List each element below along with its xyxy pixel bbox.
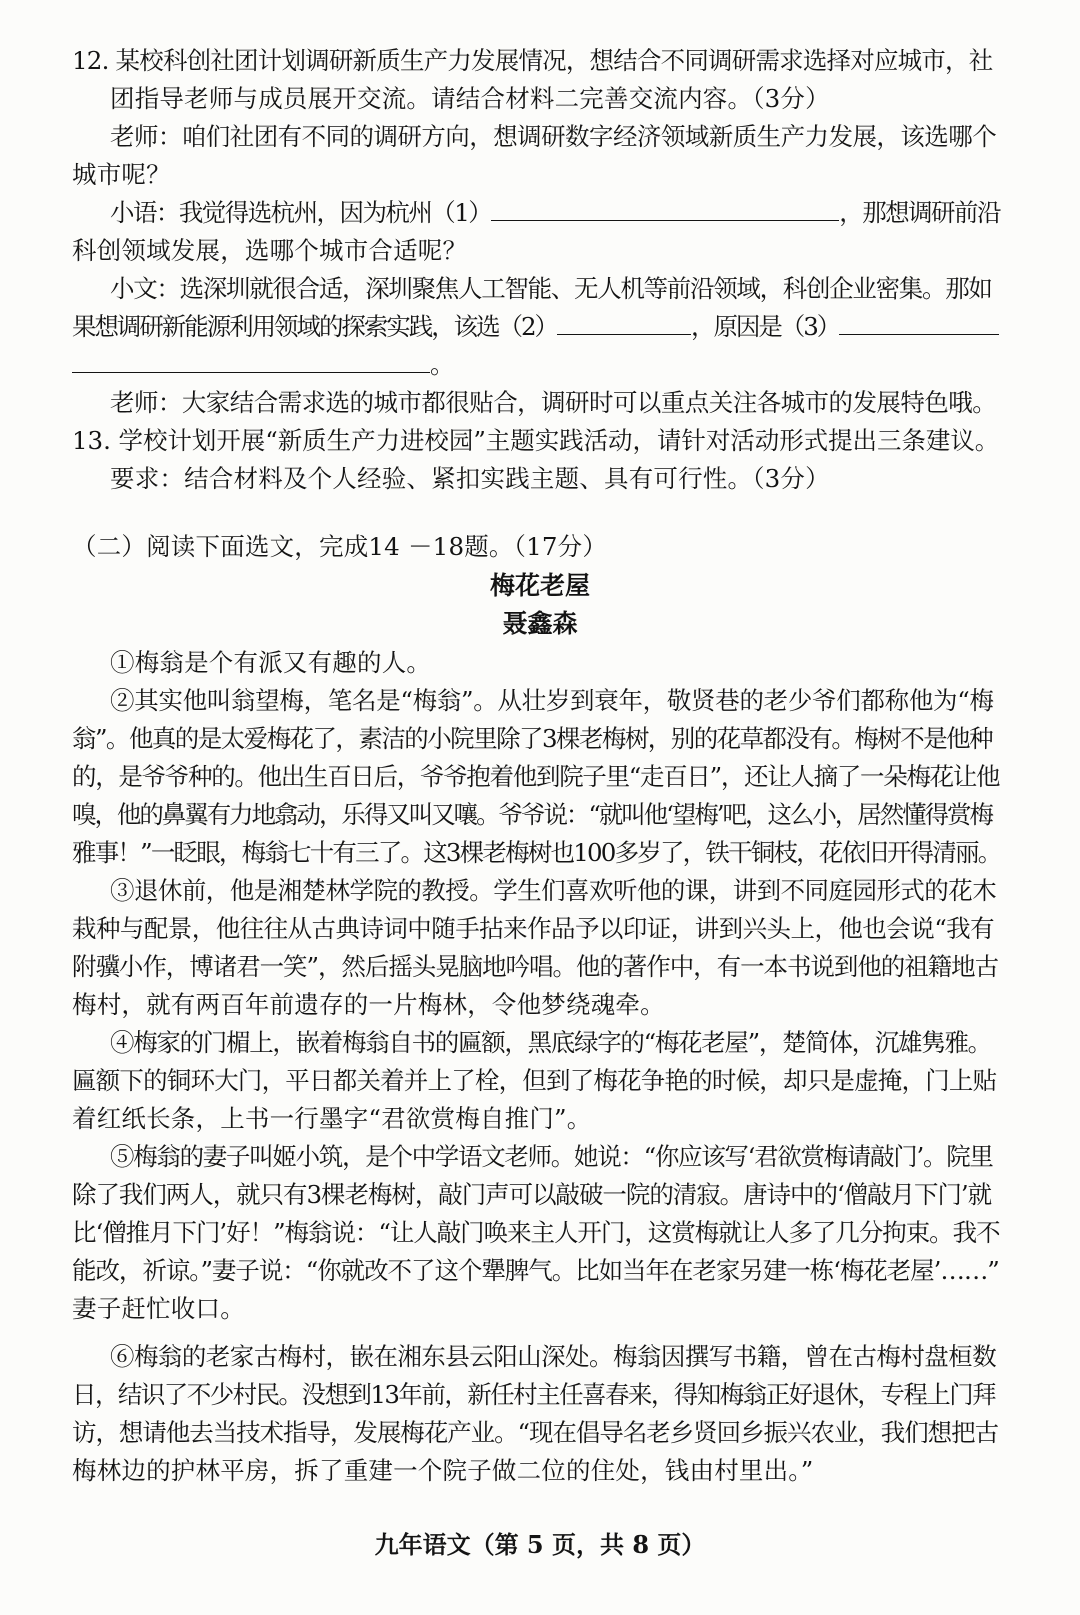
essay-author: 聂鑫森 [502,609,578,638]
answer-blank-2[interactable] [557,310,691,335]
essay-line: ⑥梅翁的老家古梅村，嵌在湘东县云阳山深处。梅翁因撰写书籍，曾在古梅村盘桓数 [110,1342,997,1371]
xiaowen-text-before-blank2: 果想调研新能源利用领域的探索实践，该选（2） [72,312,557,341]
essay-line: 的，是爷爷种的。他出生百日后，爷爷抱着他到院子里“走百日”，还让人摘了一朵梅花让他 [72,762,1000,791]
essay-title: 梅花老屋 [489,571,590,600]
answer-blank-1[interactable] [491,196,839,221]
essay-line: 访，想请他去当技术指导，发展梅花产业。“现在倡导名老乡贤回乡振兴农业，我们想把古 [72,1418,999,1447]
essay-line: ②其实他叫翁望梅，笔名是“梅翁”。从壮岁到衰年，敬贤巷的老少爷们都称他为“梅 [110,686,994,715]
q13-requirements: 要求：结合材料及个人经验、紧扣实践主题、具有可行性。（3分） [110,464,830,493]
essay-line: 嗅，他的鼻翼有力地翕动，乐得又叫又嚷。爷爷说：“就叫他‘望梅’吧，这么小，居然懂得赏梅 [72,800,992,829]
q12-xiaowen-line3 [72,348,455,382]
answer-blank-3a[interactable] [839,310,999,335]
q12-teacher-line1: 老师：咱们社团有不同的调研方向，想调研数字经济领域新质生产力发展，该选哪个 [110,122,997,151]
q12-prompt-line1: 12. 某校科创社团计划调研新质生产力发展情况，想结合不同调研需求选择对应城市，社 [72,46,993,75]
essay-line: 能改，祈谅。”妻子说：“你就改不了这个犟脾气。比如当年在老家另建一栋‘梅花老屋’……” [72,1256,999,1285]
xiaoyu-text-before-blank: 小语：我觉得选杭州，因为杭州（1） [110,198,492,227]
essay-line: 日，结识了不少村民。没想到13年前，新任村主任喜春来，得知梅翁正好退休，专程上门拜 [72,1380,996,1409]
q12-xiaoyu-line1 [110,196,1000,230]
q12-xiaoyu-line2: 科创领域发展，选哪个城市合适呢？ [72,236,468,265]
q12-prompt-line2: 团指导老师与成员展开交流。请结合材料二完善交流内容。（3分） [110,84,830,113]
essay-line: ⑤梅翁的妻子叫姬小筑，是个中学语文老师。她说：“你应该写‘君欲赏梅请敲门’。院里 [110,1142,993,1171]
q12-teacher-line2: 城市呢？ [72,160,171,189]
essay-line: ①梅翁是个有派又有趣的人。 [110,648,432,677]
essay-line: ③退休前，他是湘楚林学院的教授。学生们喜欢听他的课，讲到不同庭园形式的花木 [110,876,997,905]
section2-heading: （二）阅读下面选文，完成14 －18题。（17分） [72,532,608,561]
q13-prompt-line1: 13. 学校计划开展“新质生产力进校园”主题实践活动，请针对活动形式提出三条建议。 [72,426,1000,455]
page-footer: 九年语文（第 5 页，共 8 页） [374,1530,706,1559]
q12-teacher-closing: 老师：大家结合需求选的城市都很贴合，调研时可以重点关注各城市的发展特色哦。 [110,388,997,417]
answer-blank-3b[interactable] [72,348,430,373]
essay-line: 雅事！”一眨眼，梅翁七十有三了。这3棵老梅树也100多岁了，铁干铜枝，花依旧开得清丽。 [72,838,1001,867]
essay-line: 着红纸长条，上书一行墨字“君欲赏梅自推门”。 [72,1104,592,1133]
essay-line: 梅林边的护林平房，拆了重建一个院子做二位的住处，钱由村里出。” [72,1456,814,1485]
essay-line: 比‘僧推月下门’好！”梅翁说：“让人敲门唤来主人开门，这赏梅就让人多了几分拘束。我不 [72,1218,1000,1247]
q12-xiaowen-line2 [72,310,999,344]
essay-line: ④梅家的门楣上，嵌着梅翁自书的匾额，黑底绿字的“梅花老屋”，楚简体，沉雄隽雅。 [110,1028,991,1057]
xiaowen-text-before-blank3: ，原因是（3） [691,312,840,341]
essay-line: 匾额下的铜环大门，平日都关着并上了栓，但到了梅花争艳的时候，却只是虚掩，门上贴 [72,1066,997,1095]
essay-line: 梅村，就有两百年前遗存的一片梅林，令他梦绕魂牵。 [72,990,665,1019]
essay-line: 附骥小作，博诸君一笑”，然后摇头晃脑地吟唱。他的著作中，有一本书说到他的祖籍地古 [72,952,999,981]
essay-line: 栽种与配景，他往往从古典诗词中随手拈来作品予以印证，讲到兴头上，他也会说“我有 [72,914,995,943]
essay-line: 妻子赶忙收口。 [72,1294,245,1323]
essay-line: 翁”。他真的是太爱梅花了，素洁的小院里除了3棵老梅树，别的花草都没有。梅树不是他种 [72,724,993,753]
essay-line: 除了我们两人，就只有3棵老梅树，敲门声可以敲破一院的清寂。唐诗中的‘僧敲月下门’就 [72,1180,992,1209]
q12-xiaowen-line1: 小文：选深圳就很合适，深圳聚焦人工智能、无人机等前沿领域，科创企业密集。那如 [110,274,992,303]
xiaoyu-text-after-blank: ，那想调研前沿 [839,198,1000,227]
xiaowen-period: 。 [430,350,455,379]
